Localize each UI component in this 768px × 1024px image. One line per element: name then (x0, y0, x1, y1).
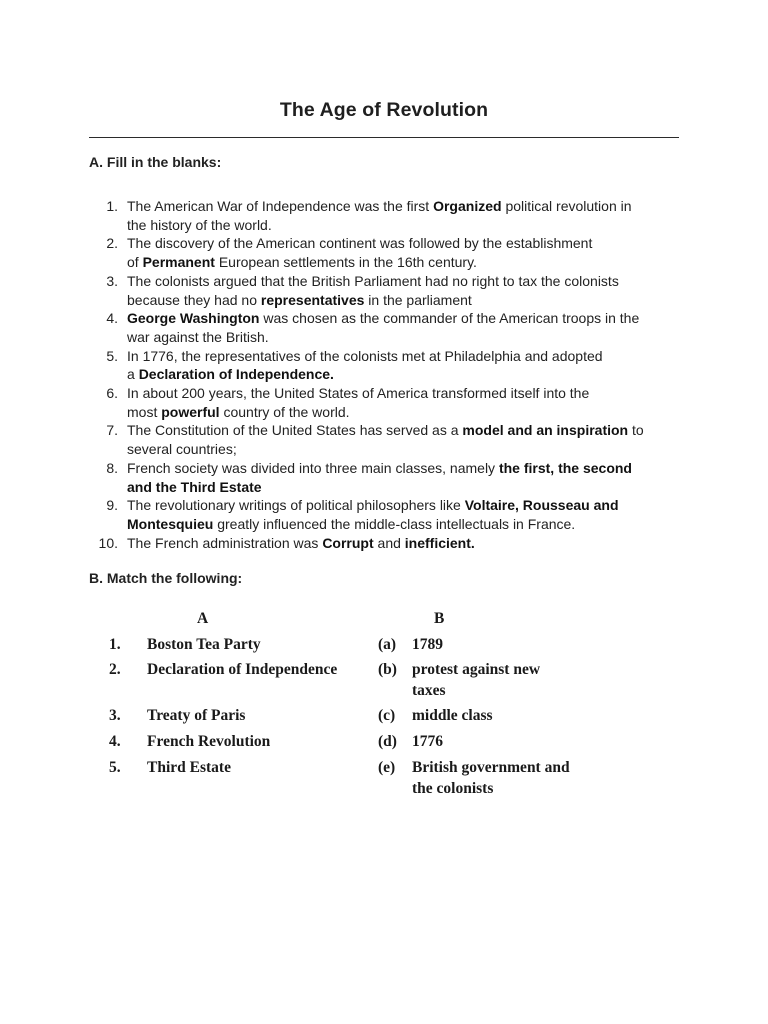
answer-text: model and an inspiration (462, 422, 629, 439)
match-column-a-item: Declaration of Independence (147, 661, 338, 678)
blank-item (89, 496, 689, 533)
answer-text: George Washington (127, 310, 260, 327)
item-text: war against the British. (127, 328, 269, 345)
item-text: country of the world. (219, 403, 350, 420)
item-number: 1. (106, 198, 118, 214)
item-text: most (127, 403, 162, 420)
item-number: 10. (98, 534, 118, 551)
item-text: in the parliament (364, 291, 472, 308)
item-number: 9. (106, 497, 118, 514)
item-text: The Constitution of the United States has served as a (127, 422, 463, 439)
match-row-number: 4. (109, 733, 121, 750)
item-text: greatly influenced the middle-class intellectuals in France. (213, 515, 576, 532)
answer-text: powerful (161, 403, 220, 420)
answer-text: Organized (433, 198, 502, 214)
item-number: 6. (106, 385, 118, 402)
match-row-number: 2. (109, 661, 121, 678)
answer-text: the first, the second (498, 459, 632, 476)
fill-in-the-blanks-list (89, 197, 689, 552)
match-column-a-item: Boston Tea Party (147, 636, 261, 653)
blank-item (89, 309, 689, 346)
match-option-letter: (b) (378, 661, 397, 678)
blank-item (89, 197, 689, 234)
answer-text: Corrupt (322, 534, 374, 551)
answer-text: Permanent (142, 254, 215, 271)
item-number: 2. (106, 235, 118, 252)
answer-text: representatives (260, 291, 365, 308)
match-column-a-item: French Revolution (147, 733, 271, 750)
match-row-number: 3. (109, 707, 121, 724)
item-text: and (373, 534, 405, 551)
item-text: the history of the world. (127, 216, 272, 233)
blank-item (89, 234, 689, 271)
item-number: 4. (106, 310, 118, 327)
item-number: 8. (106, 459, 118, 476)
item-text: French society was divided into three main classes, namely (127, 459, 499, 476)
answer-text: Declaration of Independence. (138, 366, 334, 383)
match-option-letter: (a) (378, 636, 397, 653)
match-option-letter: (d) (378, 733, 397, 750)
match-option-letter: (e) (378, 759, 396, 776)
column-a-header: A (197, 610, 209, 627)
match-column-b-item: protest against new taxes (412, 661, 541, 699)
item-text: In 1776, the representatives of the colonists met at Philadelphia and adopted (127, 347, 603, 364)
item-text: political revolution in (501, 198, 632, 214)
blank-item (89, 384, 689, 421)
item-text: European settlements in the 16th century. (214, 254, 477, 271)
match-column-a-item: Treaty of Paris (147, 707, 246, 724)
item-text: a (127, 366, 139, 383)
item-text: of (127, 254, 143, 271)
match-row-number: 5. (109, 759, 121, 776)
item-text: In about 200 years, the United States of America transformed itself into the (127, 385, 590, 402)
item-text: to (628, 422, 644, 439)
item-text: The discovery of the American continent was followed by the establishment (127, 235, 593, 252)
blank-item (89, 272, 689, 309)
item-text: several countries; (127, 441, 237, 458)
item-text: The revolutionary writings of political philosophers like (127, 497, 465, 514)
item-number: 5. (106, 347, 118, 364)
match-column-b-item: middle class (412, 707, 493, 724)
section-a-heading: A. Fill in the blanks: (89, 154, 222, 170)
match-column-a-item: Third Estate (147, 759, 231, 776)
item-text: The colonists argued that the British Parliament had no right to tax the colonists (127, 272, 619, 289)
title-divider (89, 137, 679, 138)
blank-item (89, 421, 689, 458)
match-row-number: 1. (109, 636, 121, 653)
blank-item (89, 459, 689, 496)
answer-text: Voltaire, Rousseau and (464, 497, 619, 514)
match-column-b-item: 1789 (412, 636, 443, 653)
item-text: The French administration was (127, 534, 323, 551)
column-b-header: B (434, 610, 445, 627)
answer-text: and the Third Estate (127, 478, 262, 495)
blank-item (89, 347, 689, 384)
match-column-b-item: British government and the colonists (412, 759, 570, 797)
item-number: 7. (106, 422, 118, 439)
answer-text: Montesquieu (127, 515, 214, 532)
answer-text: inefficient. (404, 534, 475, 551)
item-text: because they had no (127, 291, 261, 308)
item-text: The American War of Independence was the first (127, 198, 434, 214)
match-option-letter: (c) (378, 707, 396, 724)
item-number: 3. (106, 272, 118, 289)
section-b-heading: B. Match the following: (89, 570, 243, 586)
blank-item (89, 534, 689, 553)
match-column-b-item: 1776 (412, 733, 443, 750)
item-text: was chosen as the commander of the American troops in the (259, 310, 640, 327)
page-title: The Age of Revolution (279, 99, 489, 121)
